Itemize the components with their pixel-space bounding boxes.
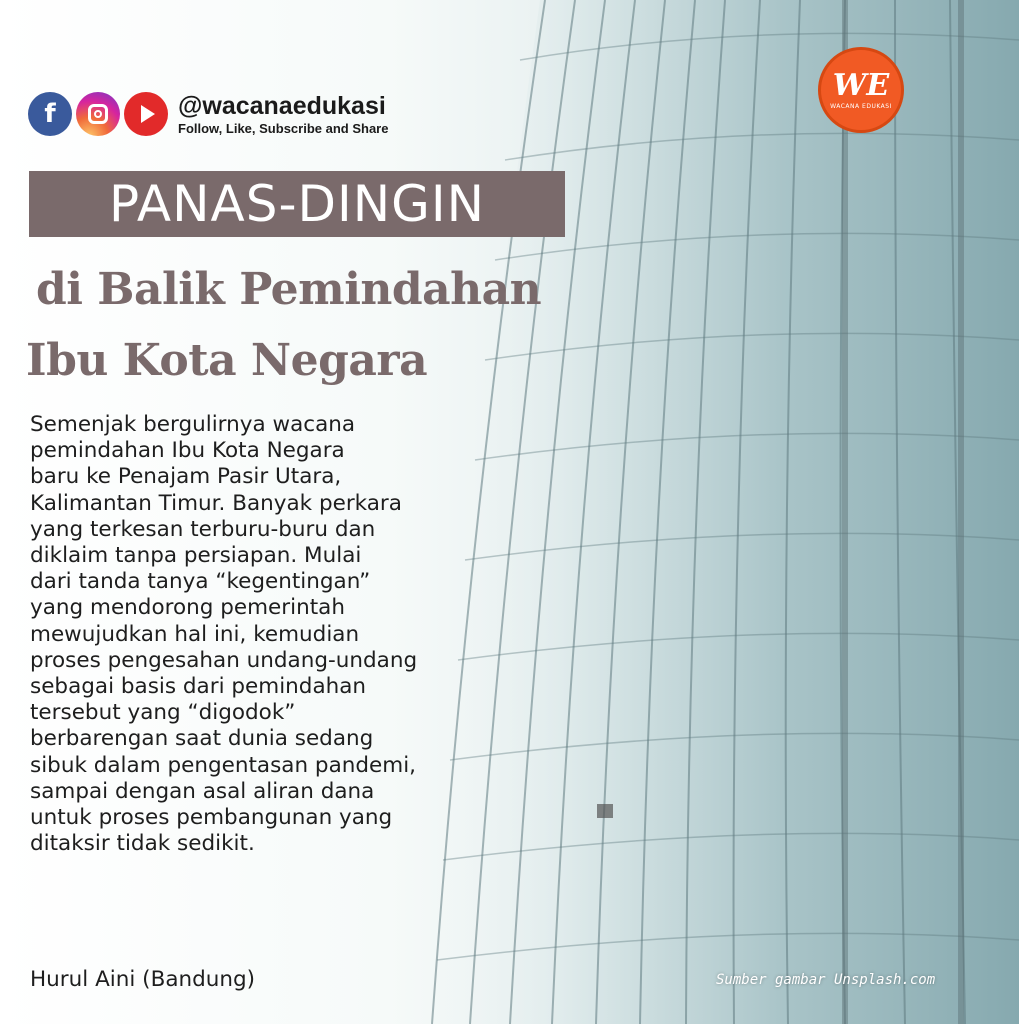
instagram-icon[interactable] — [76, 92, 120, 136]
body-line: yang mendorong pemerintah — [30, 595, 345, 621]
body-line: mewujudkan hal ini, kemudian — [30, 621, 360, 647]
social-handle-block — [178, 93, 388, 136]
social-bar — [28, 92, 388, 136]
image-source-credit: Sumber gambar Unsplash.com — [716, 972, 936, 988]
logo-text: WACANA EDUKASI — [830, 102, 892, 110]
logo-mark: WE — [832, 67, 890, 103]
body-line: sampai dengan asal aliran dana — [30, 778, 375, 804]
article-body — [30, 412, 550, 857]
social-tagline: Follow, Like, Subscribe and Share — [178, 120, 389, 136]
body-line: dari tanda tanya “kegentingan” — [30, 569, 371, 595]
body-line: baru ke Penajam Pasir Utara, — [30, 464, 342, 490]
subtitle-line-1: di Balik Pemindahan — [36, 264, 542, 315]
body-line: sebagai basis dari pemindahan — [30, 674, 367, 700]
body-line: diklaim tanpa persiapan. Mulai — [30, 543, 362, 569]
body-line: sibuk dalam pengentasan pandemi, — [30, 752, 417, 778]
body-line: yang terkesan terburu-buru dan — [30, 516, 376, 542]
body-line: pemindahan Ibu Kota Negara — [30, 438, 345, 464]
body-line: proses pengesahan undang-undang — [30, 647, 418, 673]
body-line: berbarengan saat dunia sedang — [30, 726, 374, 752]
body-line: tersebut yang “digodok” — [30, 700, 296, 726]
social-handle: @wacanaedukasi — [178, 91, 386, 120]
youtube-icon[interactable] — [124, 92, 168, 136]
body-line: untuk proses pembangunan yang — [30, 805, 393, 831]
main-title: PANAS-DINGIN — [29, 171, 565, 237]
wacana-edukasi-logo — [818, 47, 904, 133]
subtitle-line-2: Ibu Kota Negara — [26, 335, 428, 386]
body-line: ditaksir tidak sedikit. — [30, 831, 255, 857]
facebook-icon[interactable]: f — [28, 92, 72, 136]
body-line: Semenjak bergulirnya wacana — [30, 412, 356, 437]
author-credit: Hurul Aini (Bandung) — [30, 967, 256, 992]
body-line: Kalimantan Timur. Banyak perkara — [30, 490, 402, 516]
